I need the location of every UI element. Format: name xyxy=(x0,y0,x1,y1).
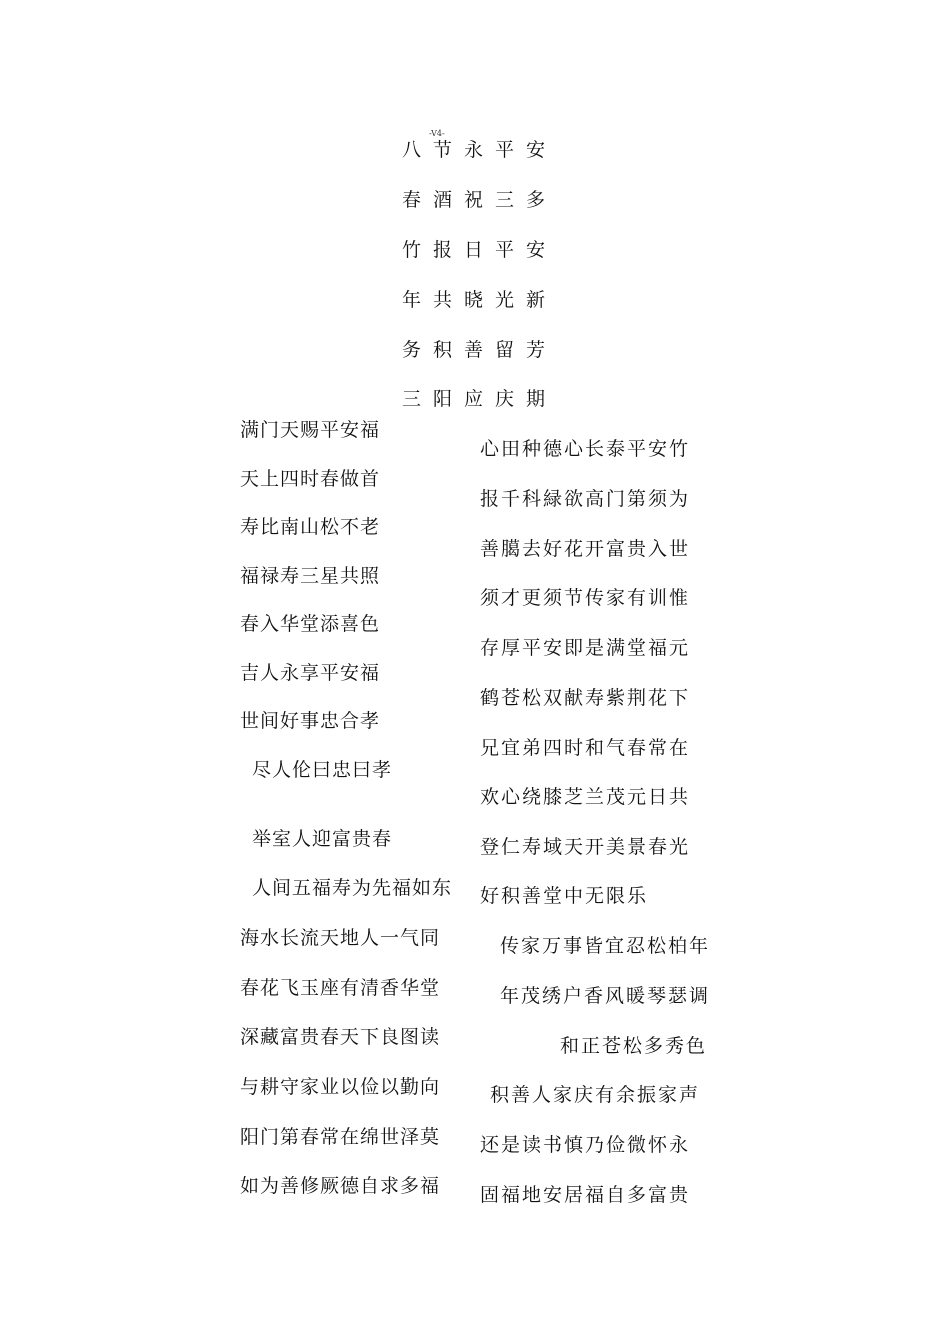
couplet-line: 年茂绣户香风暖琴瑟调 xyxy=(500,985,711,1007)
couplet-line: 八节永平安 xyxy=(402,139,558,161)
couplet-line: 天上四时春做首 xyxy=(240,468,381,490)
couplet-line: 福禄寿三星共照 xyxy=(240,565,381,587)
couplet-line: 须才更须节传家有训惟 xyxy=(480,587,691,609)
couplet-line: 传家万事皆宜忍松柏年 xyxy=(500,935,711,957)
couplet-line: 春花飞玉座有清香华堂 xyxy=(240,977,441,999)
couplet-line: 鹤苍松双献寿紫荆花下 xyxy=(480,687,691,709)
couplet-line: 阳门第春常在绵世泽莫 xyxy=(240,1126,441,1148)
couplet-line: 好积善堂中无限乐 xyxy=(480,885,649,907)
couplet-line: 春酒祝三多 xyxy=(402,189,558,211)
couplet-line: 与耕守家业以俭以勤向 xyxy=(240,1076,441,1098)
couplet-line: 寿比南山松不老 xyxy=(240,516,381,538)
couplet-line: 如为善修厥德自求多福 xyxy=(240,1175,441,1197)
couplet-line: 深藏富贵春天下良图读 xyxy=(240,1026,441,1048)
couplet-line: 欢心绕膝芝兰茂元日共 xyxy=(480,786,691,808)
couplet-line: 竹报日平安 xyxy=(402,239,558,261)
couplet-line: 登仁寿域天开美景春光 xyxy=(480,836,691,858)
page-marker: -V4- xyxy=(429,129,445,138)
couplet-line: 固福地安居福自多富贵 xyxy=(480,1184,691,1206)
couplet-line: 三阳应庆期 xyxy=(402,388,558,410)
couplet-line: 报千科緑欲高门第须为 xyxy=(480,488,691,510)
couplet-line: 存厚平安即是满堂福元 xyxy=(480,637,691,659)
couplet-line: 人间五福寿为先福如东 xyxy=(252,877,453,899)
couplet-line: 务积善留芳 xyxy=(402,339,558,361)
couplet-line: 举室人迎富贵春 xyxy=(252,828,393,850)
couplet-line: 尽人伦曰忠曰孝 xyxy=(252,759,393,781)
couplet-line: 吉人永享平安福 xyxy=(240,662,381,684)
couplet-line: 满门天赐平安福 xyxy=(240,419,381,441)
couplet-line: 春入华堂添喜色 xyxy=(240,613,381,635)
couplet-line: 兄宜弟四时和气春常在 xyxy=(480,737,691,759)
couplet-line: 海水长流天地人一气同 xyxy=(240,927,441,949)
couplet-line: 年共晓光新 xyxy=(402,289,558,311)
couplet-line: 心田种德心长泰平安竹 xyxy=(480,438,691,460)
couplet-line: 世间好事忠合孝 xyxy=(240,710,381,732)
couplet-line: 积善人家庆有余振家声 xyxy=(490,1084,701,1106)
couplet-line: 还是读书慎乃俭微怀永 xyxy=(480,1134,691,1156)
couplet-line: 和正苍松多秀色 xyxy=(560,1035,708,1057)
couplet-line: 善臈去好花开富贵入世 xyxy=(480,538,691,560)
